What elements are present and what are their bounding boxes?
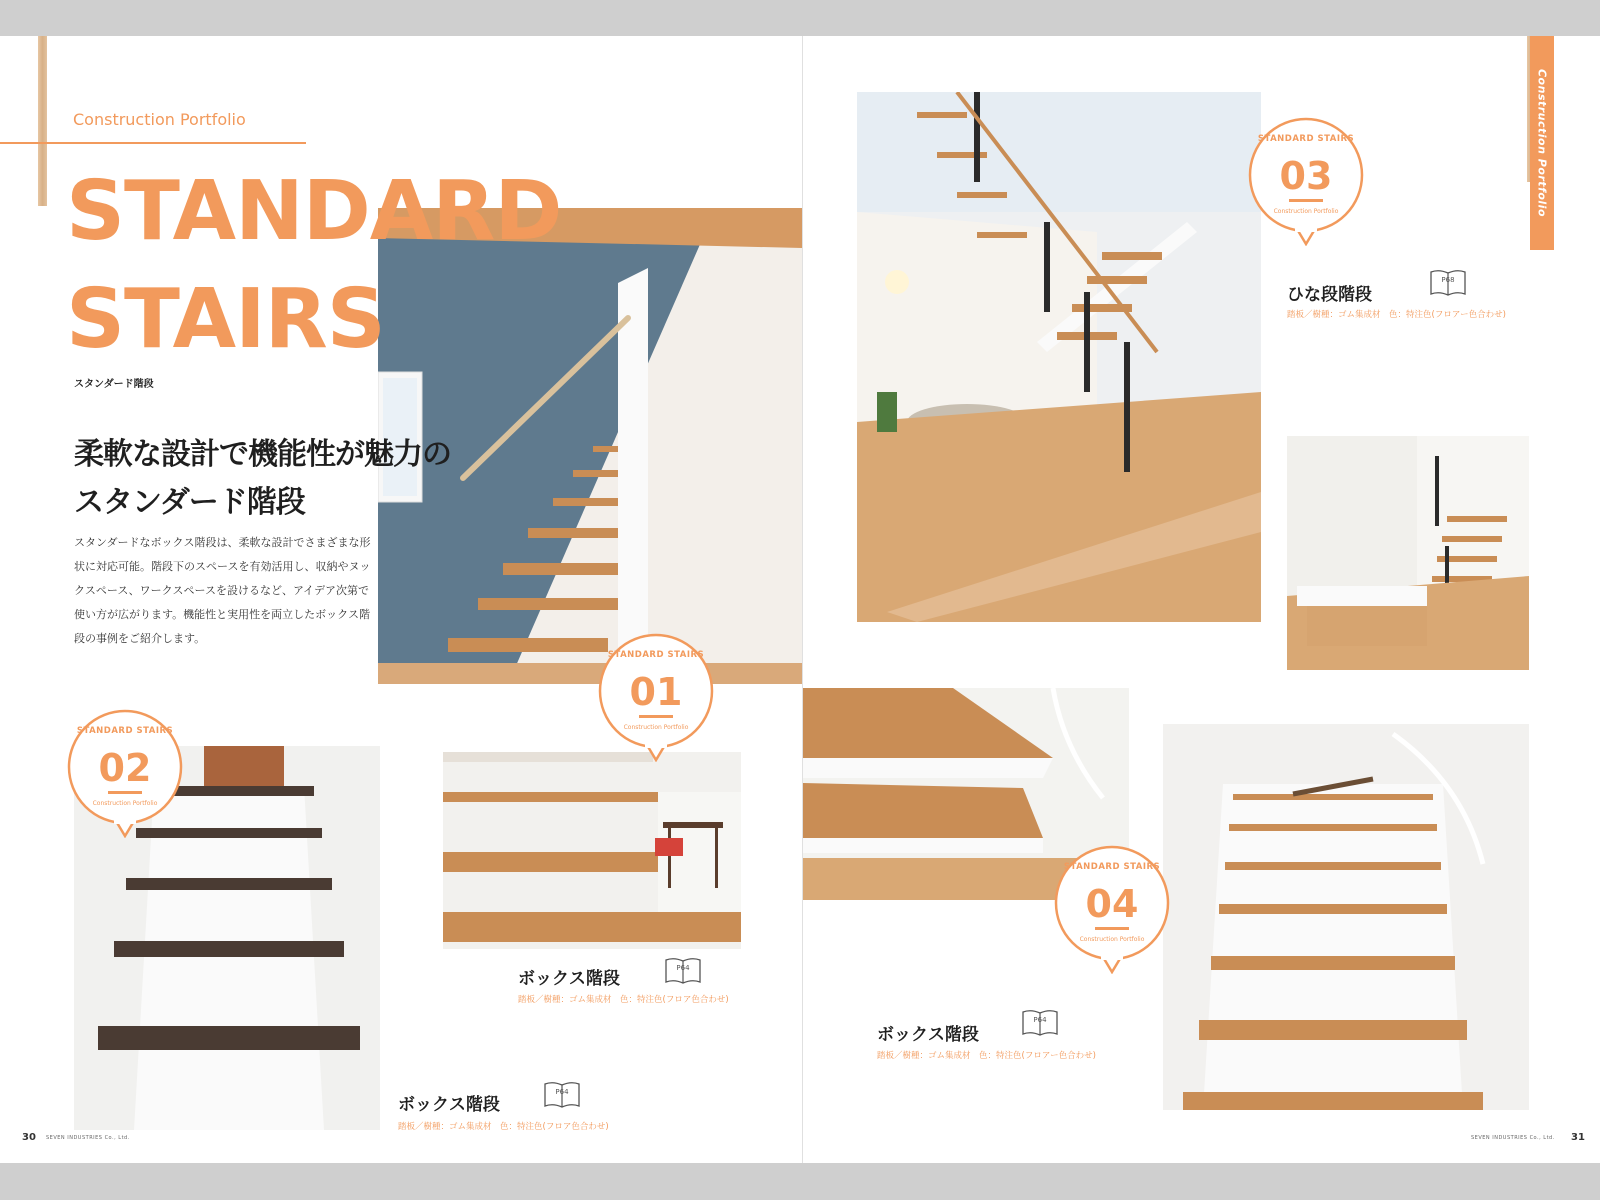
right-page	[802, 36, 1600, 1163]
book-page-ref: P64	[1033, 1016, 1047, 1024]
company-name-left: SEVEN INDUSTRIES Co., Ltd.	[46, 1135, 130, 1141]
left-page	[0, 36, 802, 1163]
book-icon	[1021, 1008, 1059, 1038]
wood-stick-decoration	[38, 36, 47, 206]
badge-rule	[639, 715, 673, 718]
book-icon	[543, 1080, 581, 1110]
book-icon	[1429, 268, 1467, 298]
headline	[74, 431, 451, 527]
caption-spec-02: 踏板／樹種：ゴム集成材 色：特注色(フロア色合わせ)	[398, 1122, 609, 1132]
book-page-ref: P68	[1441, 276, 1455, 284]
photo-stairs-03-detail	[1287, 436, 1529, 670]
main-title-line1: STANDARD	[66, 164, 562, 259]
caption-title-02: ボックス階段	[398, 1095, 500, 1115]
badge-sub: Construction Portfolio	[1273, 208, 1339, 215]
headline-line1: 柔軟な設計で機能性が魅力の	[74, 437, 451, 472]
photo-stairs-03-main	[857, 92, 1261, 622]
caption-title-04: ボックス階段	[877, 1025, 979, 1045]
badge-03	[1247, 116, 1365, 246]
book-icon	[664, 956, 702, 986]
badge-sub: Construction Portfolio	[1079, 936, 1145, 943]
photo-stairs-04-main	[1163, 724, 1529, 1110]
main-title-line2: STAIRS	[66, 272, 385, 367]
badge-rule	[1289, 199, 1323, 202]
badge-04	[1053, 844, 1171, 974]
photo-stairs-01-detail	[443, 752, 741, 949]
badge-number: 04	[1085, 882, 1139, 926]
vertical-tab-label: Construction Portfolio	[1535, 68, 1549, 218]
lead-paragraph: スタンダードなボックス階段は、柔軟な設計でさまざまな形状に対応可能。階段下のスペースを有効活用し、収納やヌックスペース、ワークスペースを設けるなど、アイデア次第で使い方が広がります。機能性と実用性を両立したボックス階段の事例をご紹介します。	[74, 536, 371, 645]
subtitle-rule	[0, 142, 306, 144]
subtitle-en: Construction Portfolio	[73, 110, 246, 129]
company-name-right: SEVEN INDUSTRIES Co., Ltd.	[1471, 1135, 1555, 1141]
badge-label: STANDARD STAIRS	[1257, 134, 1355, 144]
badge-label: STANDARD STAIRS	[76, 726, 174, 736]
caption-spec-04: 踏板／樹種：ゴム集成材 色：特注色(フロアー色合わせ)	[877, 1051, 1096, 1061]
page-number-left: 30	[22, 1132, 36, 1143]
caption-title-03: ひな段階段	[1287, 285, 1372, 305]
caption-spec-01: 踏板／樹種：ゴム集成材 色：特注色(フロア色合わせ)	[518, 995, 729, 1005]
badge-sub: Construction Portfolio	[623, 724, 689, 731]
badge-01	[597, 632, 715, 762]
book-page-ref: P64	[676, 964, 690, 972]
book-page-ref: P64	[555, 1088, 569, 1096]
badge-rule	[1095, 927, 1129, 930]
badge-number: 03	[1279, 154, 1333, 198]
badge-number: 02	[98, 746, 152, 790]
title-ja: スタンダード階段	[74, 379, 154, 390]
badge-sub: Construction Portfolio	[92, 800, 158, 807]
headline-line2: スタンダード階段	[74, 485, 305, 520]
page-number-right: 31	[1571, 1132, 1585, 1143]
main-title	[66, 158, 561, 374]
caption-spec-03: 踏板／樹種：ゴム集成材 色：特注色(フロアー色合わせ)	[1287, 310, 1506, 320]
badge-rule	[108, 791, 142, 794]
caption-title-01: ボックス階段	[518, 969, 620, 989]
badge-label: STANDARD STAIRS	[607, 650, 705, 660]
badge-label: STANDARD STAIRS	[1063, 862, 1161, 872]
badge-02	[66, 708, 184, 838]
badge-number: 01	[629, 670, 683, 714]
